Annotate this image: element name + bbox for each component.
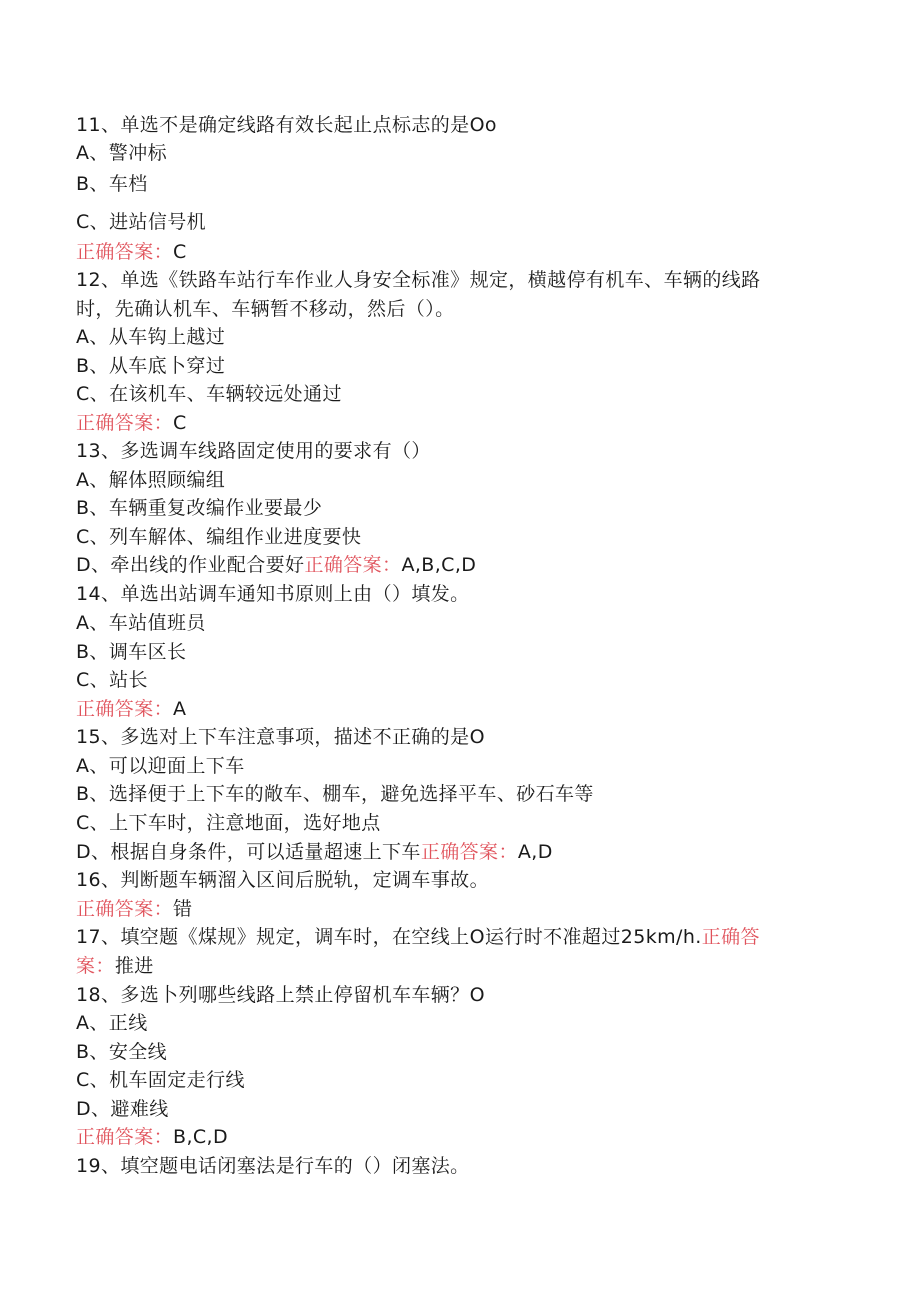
answer-value: 错	[173, 898, 193, 920]
question-19-stem	[76, 1154, 470, 1178]
line-text: 15、多选对上下车注意事项，描述不正确的是O	[76, 726, 485, 748]
line-text: 14、单选出站调车通知书原则上由（）填发。	[76, 583, 470, 605]
line-text: A、解体照顾编组	[76, 469, 226, 491]
line-text: C、在该机车、车辆较远处通过	[76, 383, 342, 405]
line-text: 19、填空题电话闭塞法是行车的（）闭塞法。	[76, 1155, 470, 1177]
question-11-option-c	[76, 210, 206, 234]
answer-value: 推进	[114, 955, 154, 977]
line-text: C、上下车时，注意地面，选好地点	[76, 812, 381, 834]
line-text: 11、单选不是确定线路有效长起止点标志的是Oo	[76, 114, 497, 136]
line-text: A、正线	[76, 1012, 148, 1034]
question-15-option-b	[76, 782, 594, 806]
answer-value: A,D	[517, 841, 553, 863]
question-17-answer	[76, 954, 154, 978]
answer-label: 正确答案：	[76, 1126, 174, 1148]
answer-label: 正确答案：	[76, 898, 174, 920]
line-text: A、车站值班员	[76, 612, 206, 634]
answer-label: 案：	[76, 955, 115, 977]
line-text: B、选择便于上下车的敞车、棚车，避免选择平车、砂石车等	[76, 783, 594, 805]
line-text: D、避难线	[76, 1098, 169, 1120]
answer-value: B,C,D	[173, 1126, 229, 1148]
question-13-option-b	[76, 496, 322, 520]
question-13-option-a	[76, 468, 225, 492]
answer-value: A	[173, 698, 187, 720]
question-16-answer	[76, 897, 192, 921]
question-18-answer	[76, 1125, 228, 1149]
line-text: D、根据自身条件，可以适量超速上下车	[76, 841, 421, 863]
line-text: B、车辆重复改编作业要最少	[76, 497, 323, 519]
line-text: B、从车底卜穿过	[76, 355, 226, 377]
answer-value: C	[173, 241, 187, 263]
question-12-answer	[76, 411, 187, 435]
line-text: 12、单选《铁路车站行车作业人身安全标准》规定，横越停有机车、车辆的线路	[76, 269, 761, 291]
question-18-stem	[76, 983, 485, 1007]
question-11-option-b	[76, 172, 148, 196]
line-text: C、列车解体、编组作业进度要快	[76, 526, 362, 548]
line-text: 时，先确认机车、车辆暂不移动，然后（）。	[76, 298, 455, 320]
line-text: B、车档	[76, 173, 148, 195]
question-15-stem	[76, 725, 485, 749]
answer-label: 正确答	[701, 926, 760, 948]
question-13-option-c	[76, 525, 361, 549]
question-13-option-d-with-answer	[76, 553, 476, 577]
question-11-option-a	[76, 141, 167, 165]
question-14-stem	[76, 582, 470, 606]
answer-label: 正确答案：	[304, 554, 402, 576]
answer-label: 正确答案：	[76, 412, 174, 434]
question-11-stem	[76, 113, 497, 137]
line-text: 17、填空题《煤规》规定，调车时，在空线上O运行时不准超过25km/h.	[76, 926, 702, 948]
line-text: C、站长	[76, 669, 148, 691]
question-15-option-c	[76, 811, 381, 835]
question-14-option-b	[76, 640, 186, 664]
line-text: B、调车区长	[76, 641, 187, 663]
question-13-stem	[76, 439, 431, 463]
question-12-option-b	[76, 354, 225, 378]
question-12-option-a	[76, 325, 225, 349]
line-text: B、安全线	[76, 1041, 168, 1063]
line-text: 16、判断题车辆溜入区间后脱轨，定调车事故。	[76, 869, 489, 891]
line-text: A、从车钩上越过	[76, 326, 226, 348]
question-12-stem-line-2	[76, 297, 455, 321]
question-14-option-c	[76, 668, 148, 692]
question-14-answer	[76, 697, 186, 721]
line-text: A、警冲标	[76, 142, 167, 164]
line-text: C、机车固定走行线	[76, 1069, 245, 1091]
question-12-option-c	[76, 382, 342, 406]
question-17-stem	[76, 925, 760, 949]
answer-value: C	[173, 412, 187, 434]
answer-value: A,B,C,D	[401, 554, 477, 576]
line-text: D、牵出线的作业配合要好	[76, 554, 305, 576]
answer-label: 正确答案：	[420, 841, 518, 863]
line-text: 18、多选卜列哪些线路上禁止停留机车车辆？O	[76, 984, 485, 1006]
question-18-option-c	[76, 1068, 245, 1092]
answer-label: 正确答案：	[76, 241, 174, 263]
line-text: 13、多选调车线路固定使用的要求有（）	[76, 440, 431, 462]
question-12-stem-line-1	[76, 268, 761, 292]
question-16-stem	[76, 868, 489, 892]
line-text: C、进站信号机	[76, 211, 207, 233]
answer-label: 正确答案：	[76, 698, 174, 720]
question-14-option-a	[76, 611, 206, 635]
question-18-option-d	[76, 1097, 169, 1121]
question-18-option-b	[76, 1040, 167, 1064]
line-text: A、可以迎面上下车	[76, 755, 245, 777]
question-15-option-d-with-answer	[76, 840, 553, 864]
question-18-option-a	[76, 1011, 148, 1035]
question-15-option-a	[76, 754, 245, 778]
question-11-answer	[76, 240, 187, 264]
